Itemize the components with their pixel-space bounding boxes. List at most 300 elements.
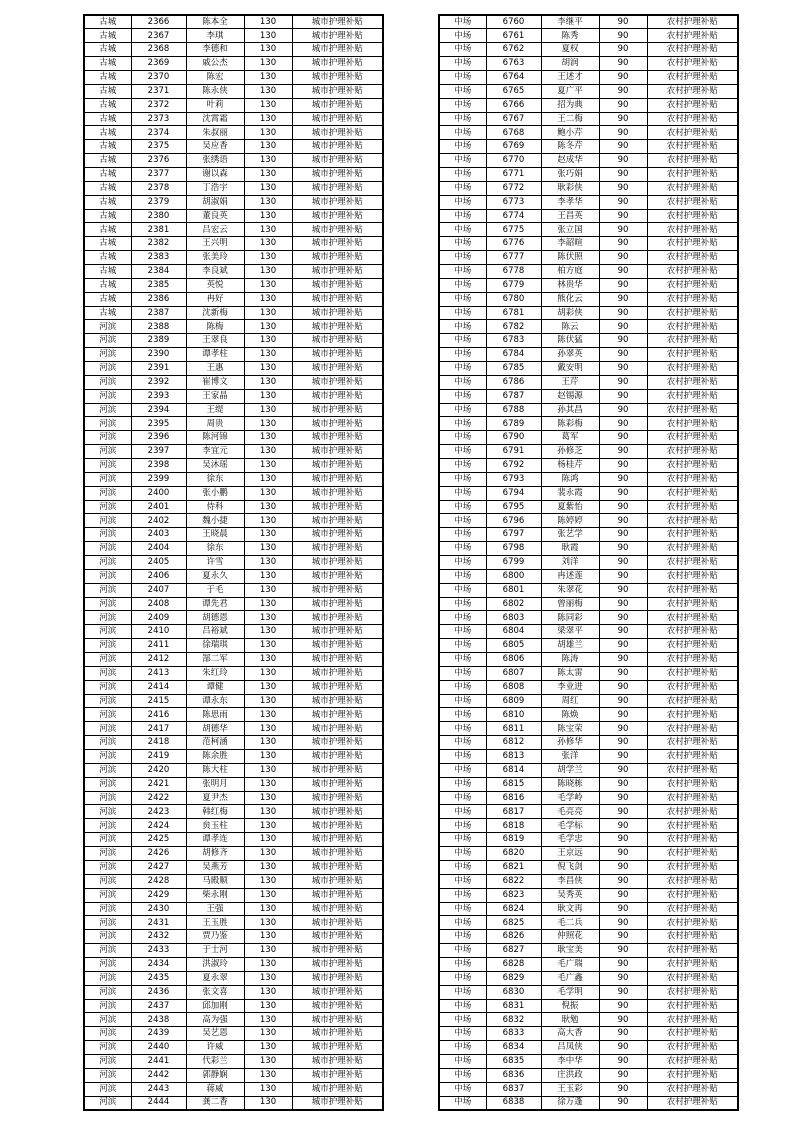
person-name-cell: 赵锡源 bbox=[541, 389, 599, 403]
person-id-cell: 2443 bbox=[131, 1082, 186, 1096]
table-row bbox=[84, 445, 383, 459]
region-cell: 中场 bbox=[439, 264, 486, 278]
table-row bbox=[439, 320, 738, 334]
table-row bbox=[84, 1082, 383, 1096]
region-cell: 中场 bbox=[439, 57, 486, 71]
person-name-cell: 陈思雨 bbox=[186, 708, 244, 722]
amount-cell: 90 bbox=[599, 181, 647, 195]
amount-cell: 130 bbox=[244, 556, 292, 570]
person-name-cell: 陈余胜 bbox=[186, 750, 244, 764]
person-id-cell: 2368 bbox=[131, 43, 186, 57]
amount-cell: 130 bbox=[244, 833, 292, 847]
table-row bbox=[84, 223, 383, 237]
subsidy-type-cell: 农村护理补贴 bbox=[647, 70, 738, 84]
table-row bbox=[84, 791, 383, 805]
subsidy-type-cell: 农村护理补贴 bbox=[647, 542, 738, 556]
person-id-cell: 2430 bbox=[131, 902, 186, 916]
amount-cell: 130 bbox=[244, 1068, 292, 1082]
subsidy-type-cell: 农村护理补贴 bbox=[647, 1041, 738, 1055]
person-name-cell: 郜二军 bbox=[186, 653, 244, 667]
subsidy-type-cell: 城市护理补贴 bbox=[292, 251, 383, 265]
subsidy-type-cell: 城市护理补贴 bbox=[292, 777, 383, 791]
person-id-cell: 6777 bbox=[486, 251, 541, 265]
amount-cell: 90 bbox=[599, 223, 647, 237]
amount-cell: 90 bbox=[599, 264, 647, 278]
region-cell: 中场 bbox=[439, 15, 486, 29]
person-name-cell: 李昌侠 bbox=[541, 874, 599, 888]
amount-cell: 90 bbox=[599, 361, 647, 375]
subsidy-type-cell: 农村护理补贴 bbox=[647, 348, 738, 362]
region-cell: 中场 bbox=[439, 639, 486, 653]
amount-cell: 90 bbox=[599, 389, 647, 403]
table-row bbox=[84, 403, 383, 417]
amount-cell: 90 bbox=[599, 888, 647, 902]
subsidy-type-cell: 农村护理补贴 bbox=[647, 29, 738, 43]
person-id-cell: 2444 bbox=[131, 1096, 186, 1110]
person-name-cell: 吴秀英 bbox=[541, 888, 599, 902]
person-id-cell: 2397 bbox=[131, 445, 186, 459]
table-row bbox=[439, 722, 738, 736]
person-id-cell: 6772 bbox=[486, 181, 541, 195]
amount-cell: 90 bbox=[599, 694, 647, 708]
table-row bbox=[439, 237, 738, 251]
region-cell: 河滨 bbox=[84, 625, 131, 639]
region-cell: 中场 bbox=[439, 805, 486, 819]
person-id-cell: 6805 bbox=[486, 639, 541, 653]
person-name-cell: 李琪 bbox=[186, 29, 244, 43]
person-id-cell: 2387 bbox=[131, 306, 186, 320]
region-cell: 中场 bbox=[439, 569, 486, 583]
person-id-cell: 2367 bbox=[131, 29, 186, 43]
subsidy-type-cell: 城市护理补贴 bbox=[292, 154, 383, 168]
person-id-cell: 6803 bbox=[486, 611, 541, 625]
subsidy-type-cell: 城市护理补贴 bbox=[292, 278, 383, 292]
table-row bbox=[84, 847, 383, 861]
region-cell: 河滨 bbox=[84, 999, 131, 1013]
region-cell: 古城 bbox=[84, 223, 131, 237]
region-cell: 河滨 bbox=[84, 916, 131, 930]
amount-cell: 90 bbox=[599, 306, 647, 320]
table-row bbox=[439, 459, 738, 473]
region-cell: 古城 bbox=[84, 70, 131, 84]
table-row bbox=[439, 57, 738, 71]
person-name-cell: 吕裕斌 bbox=[186, 625, 244, 639]
subsidy-type-cell: 农村护理补贴 bbox=[647, 361, 738, 375]
amount-cell: 90 bbox=[599, 29, 647, 43]
region-cell: 中场 bbox=[439, 833, 486, 847]
subsidy-type-cell: 城市护理补贴 bbox=[292, 195, 383, 209]
person-id-cell: 6780 bbox=[486, 292, 541, 306]
amount-cell: 130 bbox=[244, 736, 292, 750]
table-row bbox=[84, 43, 383, 57]
subsidy-type-cell: 农村护理补贴 bbox=[647, 944, 738, 958]
subsidy-type-cell: 农村护理补贴 bbox=[647, 500, 738, 514]
amount-cell: 90 bbox=[599, 763, 647, 777]
region-cell: 中场 bbox=[439, 500, 486, 514]
person-id-cell: 2440 bbox=[131, 1041, 186, 1055]
person-id-cell: 2396 bbox=[131, 431, 186, 445]
table-row bbox=[84, 888, 383, 902]
person-name-cell: 刘洋 bbox=[541, 556, 599, 570]
table-row bbox=[439, 417, 738, 431]
person-name-cell: 朱叔丽 bbox=[186, 126, 244, 140]
person-name-cell: 胡彩侠 bbox=[541, 306, 599, 320]
person-name-cell: 徐东 bbox=[186, 472, 244, 486]
subsidy-type-cell: 农村护理补贴 bbox=[647, 611, 738, 625]
region-cell: 河滨 bbox=[84, 417, 131, 431]
table-row bbox=[439, 916, 738, 930]
amount-cell: 90 bbox=[599, 43, 647, 57]
table-row bbox=[84, 777, 383, 791]
region-cell: 中场 bbox=[439, 888, 486, 902]
region-cell: 中场 bbox=[439, 847, 486, 861]
region-cell: 河滨 bbox=[84, 611, 131, 625]
amount-cell: 130 bbox=[244, 278, 292, 292]
subsidy-type-cell: 农村护理补贴 bbox=[647, 84, 738, 98]
subsidy-type-cell: 城市护理补贴 bbox=[292, 542, 383, 556]
table-row bbox=[84, 874, 383, 888]
amount-cell: 90 bbox=[599, 597, 647, 611]
subsidy-type-cell: 农村护理补贴 bbox=[647, 763, 738, 777]
region-cell: 中场 bbox=[439, 680, 486, 694]
subsidy-type-cell: 城市护理补贴 bbox=[292, 639, 383, 653]
table-row bbox=[439, 708, 738, 722]
person-name-cell: 董良英 bbox=[186, 209, 244, 223]
subsidy-type-cell: 农村护理补贴 bbox=[647, 833, 738, 847]
region-cell: 中场 bbox=[439, 819, 486, 833]
person-name-cell: 韩红梅 bbox=[186, 805, 244, 819]
person-id-cell: 6810 bbox=[486, 708, 541, 722]
amount-cell: 90 bbox=[599, 348, 647, 362]
region-cell: 中场 bbox=[439, 98, 486, 112]
region-cell: 中场 bbox=[439, 320, 486, 334]
subsidy-type-cell: 城市护理补贴 bbox=[292, 1013, 383, 1027]
person-name-cell: 张小鹏 bbox=[186, 486, 244, 500]
amount-cell: 130 bbox=[244, 237, 292, 251]
person-id-cell: 6789 bbox=[486, 417, 541, 431]
amount-cell: 130 bbox=[244, 1096, 292, 1110]
person-id-cell: 2385 bbox=[131, 278, 186, 292]
region-cell: 中场 bbox=[439, 375, 486, 389]
region-cell: 河滨 bbox=[84, 708, 131, 722]
person-id-cell: 2376 bbox=[131, 154, 186, 168]
region-cell: 河滨 bbox=[84, 666, 131, 680]
amount-cell: 130 bbox=[244, 722, 292, 736]
person-id-cell: 6769 bbox=[486, 140, 541, 154]
amount-cell: 130 bbox=[244, 43, 292, 57]
region-cell: 河滨 bbox=[84, 971, 131, 985]
subsidy-type-cell: 农村护理补贴 bbox=[647, 694, 738, 708]
person-id-cell: 6806 bbox=[486, 653, 541, 667]
person-name-cell: 陈晓栋 bbox=[541, 777, 599, 791]
person-name-cell: 沈新梅 bbox=[186, 306, 244, 320]
person-name-cell: 王昌英 bbox=[541, 209, 599, 223]
table-row bbox=[84, 417, 383, 431]
table-row bbox=[439, 1013, 738, 1027]
table-row bbox=[84, 514, 383, 528]
person-name-cell: 王京远 bbox=[541, 847, 599, 861]
table-row bbox=[84, 98, 383, 112]
subsidy-type-cell: 城市护理补贴 bbox=[292, 916, 383, 930]
amount-cell: 90 bbox=[599, 1068, 647, 1082]
person-name-cell: 梁翠平 bbox=[541, 625, 599, 639]
subsidy-type-cell: 农村护理补贴 bbox=[647, 223, 738, 237]
person-id-cell: 6818 bbox=[486, 819, 541, 833]
table-row bbox=[84, 209, 383, 223]
amount-cell: 90 bbox=[599, 957, 647, 971]
region-cell: 河滨 bbox=[84, 833, 131, 847]
table-row bbox=[439, 361, 738, 375]
amount-cell: 90 bbox=[599, 916, 647, 930]
person-name-cell: 葛军 bbox=[541, 431, 599, 445]
table-row bbox=[439, 902, 738, 916]
person-name-cell: 洪淑玲 bbox=[186, 957, 244, 971]
person-id-cell: 2425 bbox=[131, 833, 186, 847]
table-row bbox=[84, 459, 383, 473]
table-row bbox=[439, 763, 738, 777]
person-name-cell: 耿文再 bbox=[541, 902, 599, 916]
amount-cell: 90 bbox=[599, 154, 647, 168]
region-cell: 古城 bbox=[84, 306, 131, 320]
subsidy-type-cell: 农村护理补贴 bbox=[647, 847, 738, 861]
person-name-cell: 陈大柱 bbox=[186, 763, 244, 777]
region-cell: 河滨 bbox=[84, 514, 131, 528]
amount-cell: 90 bbox=[599, 708, 647, 722]
amount-cell: 90 bbox=[599, 375, 647, 389]
person-name-cell: 夏广平 bbox=[541, 84, 599, 98]
person-name-cell: 毛学标 bbox=[541, 819, 599, 833]
table-row bbox=[84, 569, 383, 583]
person-id-cell: 6797 bbox=[486, 528, 541, 542]
subsidy-type-cell: 城市护理补贴 bbox=[292, 985, 383, 999]
region-cell: 中场 bbox=[439, 556, 486, 570]
subsidy-type-cell: 农村护理补贴 bbox=[647, 264, 738, 278]
subsidy-type-cell: 城市护理补贴 bbox=[292, 708, 383, 722]
table-row bbox=[84, 472, 383, 486]
person-name-cell: 李中华 bbox=[541, 1054, 599, 1068]
person-name-cell: 陈冬芹 bbox=[541, 140, 599, 154]
person-name-cell: 戴安明 bbox=[541, 361, 599, 375]
amount-cell: 130 bbox=[244, 209, 292, 223]
table-row bbox=[84, 653, 383, 667]
amount-cell: 130 bbox=[244, 361, 292, 375]
person-name-cell: 胡雄兰 bbox=[541, 639, 599, 653]
person-name-cell: 郭静娴 bbox=[186, 1068, 244, 1082]
subsidy-type-cell: 农村护理补贴 bbox=[647, 722, 738, 736]
amount-cell: 130 bbox=[244, 431, 292, 445]
subsidy-type-cell: 城市护理补贴 bbox=[292, 126, 383, 140]
person-id-cell: 6762 bbox=[486, 43, 541, 57]
person-id-cell: 6812 bbox=[486, 736, 541, 750]
person-id-cell: 2393 bbox=[131, 389, 186, 403]
person-id-cell: 2402 bbox=[131, 514, 186, 528]
person-name-cell: 孙修芝 bbox=[541, 445, 599, 459]
amount-cell: 90 bbox=[599, 611, 647, 625]
person-name-cell: 夏紫怡 bbox=[541, 500, 599, 514]
table-row bbox=[439, 403, 738, 417]
amount-cell: 90 bbox=[599, 1054, 647, 1068]
city-subsidy-table-body bbox=[84, 15, 383, 1110]
person-id-cell: 6761 bbox=[486, 29, 541, 43]
subsidy-type-cell: 城市护理补贴 bbox=[292, 486, 383, 500]
amount-cell: 90 bbox=[599, 625, 647, 639]
table-row bbox=[84, 708, 383, 722]
amount-cell: 90 bbox=[599, 542, 647, 556]
region-cell: 河滨 bbox=[84, 334, 131, 348]
region-cell: 河滨 bbox=[84, 500, 131, 514]
region-cell: 中场 bbox=[439, 583, 486, 597]
amount-cell: 90 bbox=[599, 528, 647, 542]
amount-cell: 90 bbox=[599, 459, 647, 473]
region-cell: 中场 bbox=[439, 348, 486, 362]
person-id-cell: 6820 bbox=[486, 847, 541, 861]
subsidy-type-cell: 农村护理补贴 bbox=[647, 805, 738, 819]
person-name-cell: 谭孝柱 bbox=[186, 348, 244, 362]
subsidy-type-cell: 农村护理补贴 bbox=[647, 957, 738, 971]
region-cell: 河滨 bbox=[84, 459, 131, 473]
subsidy-type-cell: 农村护理补贴 bbox=[647, 251, 738, 265]
table-row bbox=[84, 639, 383, 653]
table-row bbox=[439, 791, 738, 805]
person-name-cell: 胡淑娟 bbox=[186, 195, 244, 209]
subsidy-type-cell: 农村护理补贴 bbox=[647, 98, 738, 112]
table-row bbox=[439, 375, 738, 389]
person-id-cell: 6783 bbox=[486, 334, 541, 348]
region-cell: 河滨 bbox=[84, 1013, 131, 1027]
region-cell: 中场 bbox=[439, 154, 486, 168]
amount-cell: 130 bbox=[244, 985, 292, 999]
table-row bbox=[439, 597, 738, 611]
person-name-cell: 孙其昌 bbox=[541, 403, 599, 417]
amount-cell: 90 bbox=[599, 431, 647, 445]
person-id-cell: 6808 bbox=[486, 680, 541, 694]
table-row bbox=[439, 957, 738, 971]
person-name-cell: 毛学明 bbox=[541, 985, 599, 999]
person-name-cell: 龚二香 bbox=[186, 1096, 244, 1110]
table-row bbox=[439, 306, 738, 320]
person-id-cell: 2436 bbox=[131, 985, 186, 999]
person-name-cell: 陈婷婷 bbox=[541, 514, 599, 528]
table-row bbox=[439, 431, 738, 445]
amount-cell: 130 bbox=[244, 500, 292, 514]
table-row bbox=[84, 680, 383, 694]
region-cell: 中场 bbox=[439, 944, 486, 958]
table-row bbox=[84, 1013, 383, 1027]
region-cell: 中场 bbox=[439, 472, 486, 486]
person-name-cell: 吕凤侠 bbox=[541, 1041, 599, 1055]
region-cell: 中场 bbox=[439, 140, 486, 154]
subsidy-type-cell: 城市护理补贴 bbox=[292, 1027, 383, 1041]
subsidy-type-cell: 城市护理补贴 bbox=[292, 292, 383, 306]
region-cell: 河滨 bbox=[84, 777, 131, 791]
region-cell: 河滨 bbox=[84, 1027, 131, 1041]
table-row bbox=[439, 999, 738, 1013]
subsidy-type-cell: 农村护理补贴 bbox=[647, 999, 738, 1013]
table-row bbox=[84, 583, 383, 597]
person-id-cell: 2422 bbox=[131, 791, 186, 805]
person-name-cell: 曾丽梅 bbox=[541, 597, 599, 611]
subsidy-type-cell: 农村护理补贴 bbox=[647, 209, 738, 223]
table-row bbox=[84, 722, 383, 736]
subsidy-type-cell: 农村护理补贴 bbox=[647, 971, 738, 985]
region-cell: 河滨 bbox=[84, 985, 131, 999]
region-cell: 河滨 bbox=[84, 472, 131, 486]
person-name-cell: 王玉胜 bbox=[186, 916, 244, 930]
person-name-cell: 贾乃鉴 bbox=[186, 930, 244, 944]
subsidy-type-cell: 农村护理补贴 bbox=[647, 597, 738, 611]
subsidy-type-cell: 农村护理补贴 bbox=[647, 472, 738, 486]
person-name-cell: 耿宝美 bbox=[541, 944, 599, 958]
region-cell: 河滨 bbox=[84, 1068, 131, 1082]
subsidy-type-cell: 城市护理补贴 bbox=[292, 472, 383, 486]
table-row bbox=[439, 777, 738, 791]
table-row bbox=[439, 140, 738, 154]
person-id-cell: 2374 bbox=[131, 126, 186, 140]
amount-cell: 130 bbox=[244, 888, 292, 902]
person-id-cell: 2415 bbox=[131, 694, 186, 708]
person-id-cell: 2381 bbox=[131, 223, 186, 237]
person-id-cell: 2423 bbox=[131, 805, 186, 819]
region-cell: 中场 bbox=[439, 486, 486, 500]
table-row bbox=[439, 29, 738, 43]
person-id-cell: 6814 bbox=[486, 763, 541, 777]
person-id-cell: 6826 bbox=[486, 930, 541, 944]
subsidy-type-cell: 城市护理补贴 bbox=[292, 361, 383, 375]
subsidy-type-cell: 城市护理补贴 bbox=[292, 944, 383, 958]
amount-cell: 130 bbox=[244, 805, 292, 819]
person-name-cell: 徐东 bbox=[186, 542, 244, 556]
subsidy-type-cell: 城市护理补贴 bbox=[292, 999, 383, 1013]
person-name-cell: 王述才 bbox=[541, 70, 599, 84]
amount-cell: 90 bbox=[599, 653, 647, 667]
person-name-cell: 杨桂芹 bbox=[541, 459, 599, 473]
person-name-cell: 于士河 bbox=[186, 944, 244, 958]
amount-cell: 130 bbox=[244, 902, 292, 916]
region-cell: 河滨 bbox=[84, 902, 131, 916]
person-name-cell: 周贵 bbox=[186, 417, 244, 431]
table-row bbox=[84, 195, 383, 209]
subsidy-type-cell: 城市护理补贴 bbox=[292, 306, 383, 320]
region-cell: 中场 bbox=[439, 985, 486, 999]
person-id-cell: 6774 bbox=[486, 209, 541, 223]
table-row bbox=[84, 625, 383, 639]
region-cell: 古城 bbox=[84, 209, 131, 223]
table-row bbox=[84, 597, 383, 611]
table-row bbox=[84, 763, 383, 777]
person-id-cell: 2413 bbox=[131, 666, 186, 680]
table-row bbox=[439, 569, 738, 583]
region-cell: 中场 bbox=[439, 722, 486, 736]
amount-cell: 90 bbox=[599, 1013, 647, 1027]
table-row bbox=[84, 15, 383, 29]
subsidy-type-cell: 城市护理补贴 bbox=[292, 694, 383, 708]
amount-cell: 130 bbox=[244, 1082, 292, 1096]
person-name-cell: 张文喜 bbox=[186, 985, 244, 999]
table-row bbox=[439, 985, 738, 999]
person-name-cell: 王缇 bbox=[186, 403, 244, 417]
subsidy-type-cell: 城市护理补贴 bbox=[292, 445, 383, 459]
person-name-cell: 耿霞 bbox=[541, 542, 599, 556]
subsidy-type-cell: 农村护理补贴 bbox=[647, 528, 738, 542]
person-id-cell: 2431 bbox=[131, 916, 186, 930]
table-row bbox=[84, 292, 383, 306]
person-name-cell: 耿勉 bbox=[541, 1013, 599, 1027]
person-id-cell: 6790 bbox=[486, 431, 541, 445]
amount-cell: 90 bbox=[599, 556, 647, 570]
subsidy-type-cell: 城市护理补贴 bbox=[292, 84, 383, 98]
region-cell: 中场 bbox=[439, 611, 486, 625]
amount-cell: 130 bbox=[244, 29, 292, 43]
